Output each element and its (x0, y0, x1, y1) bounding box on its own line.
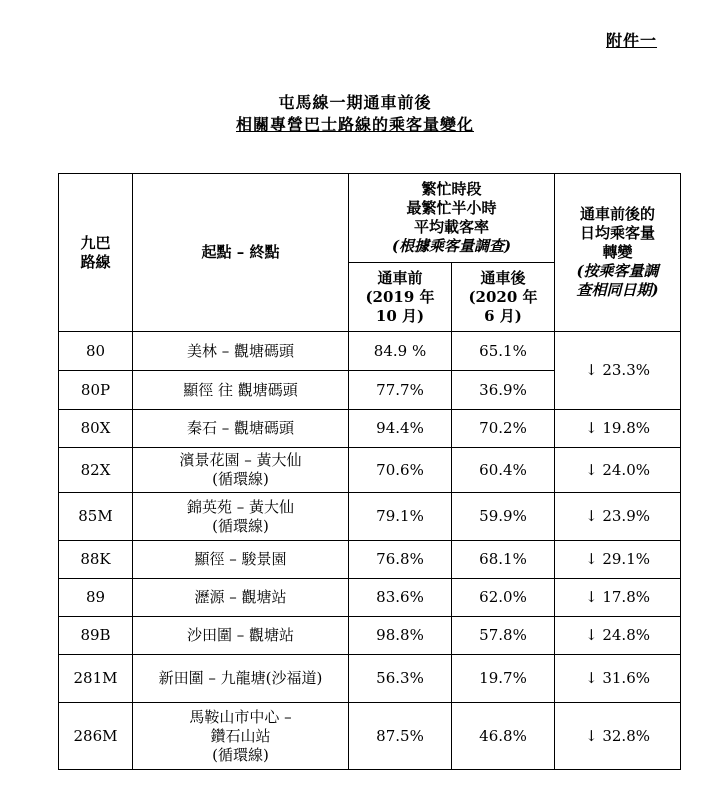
table-row (59, 541, 681, 579)
before-cell: 84.9 % (349, 332, 452, 371)
annex-label: 附件一 (606, 31, 658, 50)
page-title: 屯馬線一期通車前後 (278, 93, 432, 112)
endpoints-cell: 瀝源 – 觀塘站 (133, 579, 349, 617)
after-cell: 65.1% (452, 332, 555, 371)
change-cell: ↓ 24.8% (555, 617, 681, 655)
endpoints-cell: 美林 – 觀塘碼頭 (133, 332, 349, 371)
endpoints-cell: 濱景花園 – 黃大仙 (循環線) (133, 448, 349, 493)
after-cell: 68.1% (452, 541, 555, 579)
table-row (59, 579, 681, 617)
endpoints-cell: 秦石 – 觀塘碼頭 (133, 410, 349, 448)
header-peak-label: 繁忙時段 最繁忙半小時 平均載客率 (406, 180, 497, 236)
route-cell: 286M (59, 703, 133, 770)
endpoints-cell: 馬鞍山市中心 – 鑽石山站 (循環線) (133, 703, 349, 770)
route-cell: 80P (59, 371, 133, 410)
before-cell: 98.8% (349, 617, 452, 655)
table-row (59, 410, 681, 448)
header-change (555, 174, 681, 332)
before-cell: 76.8% (349, 541, 452, 579)
change-cell: ↓ 19.8% (555, 410, 681, 448)
header-peak-note: (根據乘客量調查) (391, 237, 512, 255)
header-peak (349, 174, 555, 263)
after-cell: 36.9% (452, 371, 555, 410)
after-cell: 59.9% (452, 493, 555, 541)
change-cell: ↓ 32.8% (555, 703, 681, 770)
before-cell: 87.5% (349, 703, 452, 770)
before-cell: 94.4% (349, 410, 452, 448)
route-cell: 80 (59, 332, 133, 371)
table-row (59, 448, 681, 493)
after-cell: 57.8% (452, 617, 555, 655)
header-after: 通車後 (2020 年 6 月) (452, 263, 555, 332)
after-cell: 70.2% (452, 410, 555, 448)
header-endpoints: 起點 – 終點 (133, 174, 349, 332)
before-cell: 56.3% (349, 655, 452, 703)
page-subtitle: 相關專營巴士路線的乘客量變化 (235, 115, 474, 134)
after-cell: 46.8% (452, 703, 555, 770)
change-cell: ↓ 24.0% (555, 448, 681, 493)
header-route: 九巴 路線 (59, 174, 133, 332)
route-cell: 82X (59, 448, 133, 493)
passenger-table (58, 173, 681, 770)
endpoints-cell: 顯徑 往 觀塘碼頭 (133, 371, 349, 410)
before-cell: 79.1% (349, 493, 452, 541)
change-cell: ↓ 29.1% (555, 541, 681, 579)
after-cell: 19.7% (452, 655, 555, 703)
before-cell: 70.6% (349, 448, 452, 493)
after-cell: 62.0% (452, 579, 555, 617)
header-before: 通車前 (2019 年 10 月) (349, 263, 452, 332)
table-row (59, 332, 681, 371)
table-row (59, 493, 681, 541)
endpoints-cell: 沙田圍 – 觀塘站 (133, 617, 349, 655)
change-cell: ↓ 23.3% (555, 332, 681, 410)
endpoints-cell: 錦英苑 – 黃大仙 (循環線) (133, 493, 349, 541)
header-change-label: 通車前後的 日均乘客量 轉變 (579, 205, 655, 261)
change-cell: ↓ 31.6% (555, 655, 681, 703)
route-cell: 85M (59, 493, 133, 541)
after-cell: 60.4% (452, 448, 555, 493)
before-cell: 83.6% (349, 579, 452, 617)
route-cell: 80X (59, 410, 133, 448)
route-cell: 88K (59, 541, 133, 579)
route-cell: 89B (59, 617, 133, 655)
change-cell: ↓ 23.9% (555, 493, 681, 541)
table-row (59, 617, 681, 655)
route-cell: 281M (59, 655, 133, 703)
before-cell: 77.7% (349, 371, 452, 410)
endpoints-cell: 顯徑 – 駿景園 (133, 541, 349, 579)
table-row (59, 655, 681, 703)
route-cell: 89 (59, 579, 133, 617)
change-cell: ↓ 17.8% (555, 579, 681, 617)
header-change-note: (按乘客量調 查相同日期) (576, 262, 659, 299)
endpoints-cell: 新田圍 – 九龍塘(沙福道) (133, 655, 349, 703)
table-row (59, 703, 681, 770)
